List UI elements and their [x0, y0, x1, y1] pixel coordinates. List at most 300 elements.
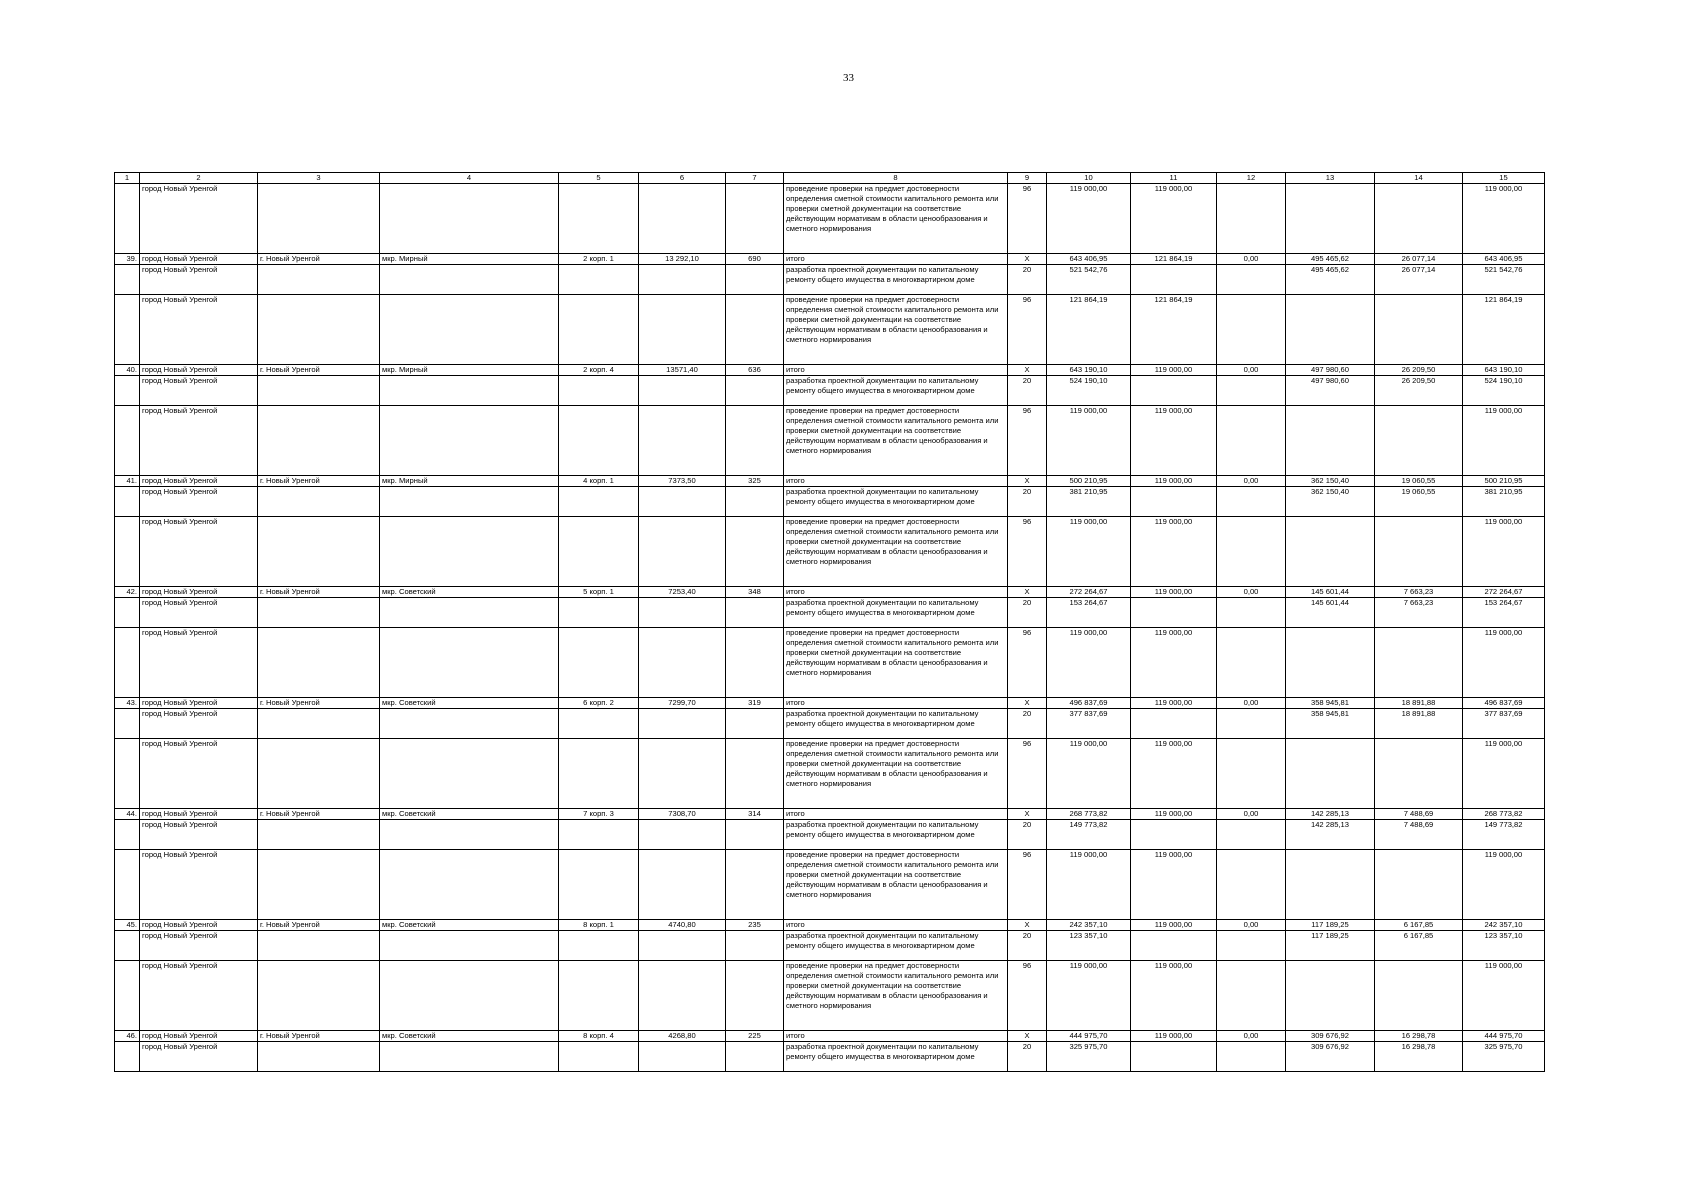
cell-col-5: 8 корп. 4: [559, 1031, 639, 1042]
cell-col-6: [639, 265, 726, 295]
cell-col-13: 117 189,25: [1286, 931, 1375, 961]
cell-col-5: [559, 295, 639, 365]
cell-col-15: 643 190,10: [1463, 365, 1545, 376]
cell-col-1: [115, 487, 140, 517]
cell-col-14: 18 891,88: [1375, 709, 1463, 739]
cell-col-9: 20: [1008, 598, 1047, 628]
cell-col-1: [115, 1042, 140, 1072]
work-type-cell: итого: [784, 809, 1008, 820]
table-row: [115, 476, 1545, 487]
cell-col-7: 235: [726, 920, 784, 931]
cell-col-9: 20: [1008, 820, 1047, 850]
cell-col-4: [380, 931, 559, 961]
cell-col-1: [115, 406, 140, 476]
cell-col-3: [258, 628, 380, 698]
cell-col-11: [1131, 1042, 1217, 1072]
cell-col-12: [1217, 820, 1286, 850]
cell-col-5: 4 корп. 1: [559, 476, 639, 487]
cell-col-13: 309 676,92: [1286, 1042, 1375, 1072]
cell-col-11: 119 000,00: [1131, 476, 1217, 487]
page-number: 33: [843, 72, 854, 84]
table-row: [115, 587, 1545, 598]
cell-col-3: [258, 931, 380, 961]
cell-col-7: [726, 406, 784, 476]
work-type-cell: итого: [784, 920, 1008, 931]
cell-col-2: город Новый Уренгой: [140, 961, 258, 1031]
table-row: [115, 709, 1545, 739]
table-row: [115, 809, 1545, 820]
cell-col-7: [726, 931, 784, 961]
cell-col-3: г. Новый Уренгой: [258, 476, 380, 487]
work-type-cell: разработка проектной документации по капитальному ремонту общего имущества в многоквартирном доме: [784, 709, 1008, 739]
cell-col-5: [559, 487, 639, 517]
cell-col-6: [639, 295, 726, 365]
cell-col-9: 96: [1008, 850, 1047, 920]
cell-col-9: 20: [1008, 265, 1047, 295]
cell-col-15: 643 406,95: [1463, 254, 1545, 265]
cell-col-3: [258, 184, 380, 254]
cell-col-3: [258, 850, 380, 920]
table-row: [115, 598, 1545, 628]
cell-col-9: X: [1008, 587, 1047, 598]
cell-col-12: 0,00: [1217, 809, 1286, 820]
cell-col-1: 40.: [115, 365, 140, 376]
cell-col-12: [1217, 184, 1286, 254]
cell-col-4: [380, 376, 559, 406]
cell-col-5: [559, 739, 639, 809]
cell-col-5: 2 корп. 4: [559, 365, 639, 376]
cell-col-1: 42.: [115, 587, 140, 598]
cell-col-12: 0,00: [1217, 1031, 1286, 1042]
cell-col-14: 16 298,78: [1375, 1031, 1463, 1042]
cell-col-6: 4268,80: [639, 1031, 726, 1042]
cell-col-15: 119 000,00: [1463, 406, 1545, 476]
cell-col-2: город Новый Уренгой: [140, 809, 258, 820]
col-header-8: 8: [784, 173, 1008, 184]
cell-col-3: г. Новый Уренгой: [258, 365, 380, 376]
cell-col-9: 20: [1008, 931, 1047, 961]
cell-col-10: 119 000,00: [1047, 184, 1131, 254]
col-header-5: 5: [559, 173, 639, 184]
cell-col-10: 643 406,95: [1047, 254, 1131, 265]
cell-col-9: 96: [1008, 406, 1047, 476]
cell-col-15: 123 357,10: [1463, 931, 1545, 961]
cell-col-4: [380, 184, 559, 254]
work-type-cell: проведение проверки на предмет достоверности определения сметной стоимости капитального ремонта или проверки сметной документации на соответствие действующим нормативам в области ценообразования и сметного нормирования: [784, 850, 1008, 920]
cell-col-14: 7 488,69: [1375, 809, 1463, 820]
cell-col-6: [639, 598, 726, 628]
cell-col-12: 0,00: [1217, 920, 1286, 931]
cell-col-4: мкр. Мирный: [380, 254, 559, 265]
cell-col-1: 43.: [115, 698, 140, 709]
work-type-cell: проведение проверки на предмет достоверности определения сметной стоимости капитального ремонта или проверки сметной документации на соответствие действующим нормативам в области ценообразования и сметного нормирования: [784, 961, 1008, 1031]
cell-col-10: 121 864,19: [1047, 295, 1131, 365]
cell-col-7: [726, 598, 784, 628]
cell-col-4: [380, 628, 559, 698]
cell-col-15: 149 773,82: [1463, 820, 1545, 850]
cell-col-5: [559, 1042, 639, 1072]
cell-col-13: [1286, 184, 1375, 254]
cell-col-5: 5 корп. 1: [559, 587, 639, 598]
cell-col-6: 13 292,10: [639, 254, 726, 265]
cell-col-6: [639, 184, 726, 254]
cell-col-10: 119 000,00: [1047, 406, 1131, 476]
cell-col-6: [639, 709, 726, 739]
cell-col-15: 496 837,69: [1463, 698, 1545, 709]
col-header-15: 15: [1463, 173, 1545, 184]
cell-col-1: [115, 184, 140, 254]
table-body: [115, 184, 1545, 1072]
cell-col-9: X: [1008, 698, 1047, 709]
cell-col-4: [380, 406, 559, 476]
cell-col-14: [1375, 184, 1463, 254]
cell-col-11: 119 000,00: [1131, 809, 1217, 820]
cell-col-9: 20: [1008, 487, 1047, 517]
cell-col-12: [1217, 709, 1286, 739]
cell-col-6: [639, 628, 726, 698]
cell-col-7: [726, 265, 784, 295]
cell-col-6: [639, 376, 726, 406]
cell-col-9: 96: [1008, 961, 1047, 1031]
cell-col-9: X: [1008, 476, 1047, 487]
cell-col-13: 145 601,44: [1286, 598, 1375, 628]
cell-col-4: [380, 295, 559, 365]
cell-col-10: 149 773,82: [1047, 820, 1131, 850]
cell-col-2: город Новый Уренгой: [140, 820, 258, 850]
cell-col-10: 123 357,10: [1047, 931, 1131, 961]
table-row: [115, 1031, 1545, 1042]
table-row: [115, 850, 1545, 920]
cell-col-4: [380, 709, 559, 739]
cell-col-12: [1217, 1042, 1286, 1072]
cell-col-15: 119 000,00: [1463, 517, 1545, 587]
cell-col-3: [258, 739, 380, 809]
cell-col-13: 362 150,40: [1286, 487, 1375, 517]
work-type-cell: разработка проектной документации по капитальному ремонту общего имущества в многоквартирном доме: [784, 376, 1008, 406]
cell-col-12: 0,00: [1217, 254, 1286, 265]
cell-col-7: [726, 376, 784, 406]
cell-col-6: 7253,40: [639, 587, 726, 598]
cell-col-3: [258, 265, 380, 295]
work-type-cell: проведение проверки на предмет достоверности определения сметной стоимости капитального ремонта или проверки сметной документации на соответствие действующим нормативам в области ценообразования и сметного нормирования: [784, 295, 1008, 365]
cell-col-5: 8 корп. 1: [559, 920, 639, 931]
cell-col-11: [1131, 931, 1217, 961]
cell-col-4: мкр. Советский: [380, 587, 559, 598]
cell-col-3: [258, 376, 380, 406]
cell-col-7: [726, 487, 784, 517]
cell-col-15: 121 864,19: [1463, 295, 1545, 365]
cell-col-6: [639, 406, 726, 476]
cell-col-6: 7308,70: [639, 809, 726, 820]
cell-col-15: 242 357,10: [1463, 920, 1545, 931]
cell-col-3: [258, 295, 380, 365]
cell-col-2: город Новый Уренгой: [140, 517, 258, 587]
cell-col-10: 524 190,10: [1047, 376, 1131, 406]
cell-col-15: 268 773,82: [1463, 809, 1545, 820]
work-type-cell: проведение проверки на предмет достоверности определения сметной стоимости капитального ремонта или проверки сметной документации на соответствие действующим нормативам в области ценообразования и сметного нормирования: [784, 739, 1008, 809]
cell-col-12: [1217, 265, 1286, 295]
cell-col-4: [380, 598, 559, 628]
table-row: [115, 517, 1545, 587]
cell-col-12: 0,00: [1217, 365, 1286, 376]
cell-col-3: [258, 961, 380, 1031]
col-header-9: 9: [1008, 173, 1047, 184]
cell-col-2: город Новый Уренгой: [140, 254, 258, 265]
cell-col-2: город Новый Уренгой: [140, 406, 258, 476]
cell-col-2: город Новый Уренгой: [140, 365, 258, 376]
cell-col-13: 495 465,62: [1286, 265, 1375, 295]
cell-col-3: г. Новый Уренгой: [258, 698, 380, 709]
cell-col-10: 521 542,76: [1047, 265, 1131, 295]
cell-col-12: 0,00: [1217, 698, 1286, 709]
cell-col-2: город Новый Уренгой: [140, 628, 258, 698]
cell-col-11: 119 000,00: [1131, 365, 1217, 376]
cell-col-14: 18 891,88: [1375, 698, 1463, 709]
column-number-row: [115, 173, 1545, 184]
cell-col-2: город Новый Уренгой: [140, 709, 258, 739]
cell-col-13: [1286, 961, 1375, 1031]
cell-col-7: [726, 820, 784, 850]
cell-col-3: [258, 1042, 380, 1072]
cell-col-14: [1375, 517, 1463, 587]
cell-col-1: 44.: [115, 809, 140, 820]
cell-col-14: 7 663,23: [1375, 598, 1463, 628]
cell-col-10: 119 000,00: [1047, 739, 1131, 809]
cell-col-3: [258, 517, 380, 587]
work-type-cell: разработка проектной документации по капитальному ремонту общего имущества в многоквартирном доме: [784, 265, 1008, 295]
cell-col-6: 13571,40: [639, 365, 726, 376]
work-type-cell: проведение проверки на предмет достоверности определения сметной стоимости капитального ремонта или проверки сметной документации на соответствие действующим нормативам в области ценообразования и сметного нормирования: [784, 517, 1008, 587]
cell-col-1: [115, 850, 140, 920]
cell-col-11: 119 000,00: [1131, 517, 1217, 587]
cell-col-6: 4740,80: [639, 920, 726, 931]
cell-col-7: [726, 184, 784, 254]
cell-col-15: 272 264,67: [1463, 587, 1545, 598]
cell-col-2: город Новый Уренгой: [140, 295, 258, 365]
col-header-10: 10: [1047, 173, 1131, 184]
cell-col-9: 20: [1008, 376, 1047, 406]
work-type-cell: разработка проектной документации по капитальному ремонту общего имущества в многоквартирном доме: [784, 1042, 1008, 1072]
cell-col-5: [559, 628, 639, 698]
cell-col-11: 119 000,00: [1131, 850, 1217, 920]
cell-col-13: 362 150,40: [1286, 476, 1375, 487]
cell-col-10: 643 190,10: [1047, 365, 1131, 376]
cell-col-15: 119 000,00: [1463, 850, 1545, 920]
table-row: [115, 739, 1545, 809]
cell-col-9: 20: [1008, 1042, 1047, 1072]
cell-col-2: город Новый Уренгой: [140, 1031, 258, 1042]
cell-col-12: [1217, 628, 1286, 698]
cell-col-2: город Новый Уренгой: [140, 931, 258, 961]
cell-col-10: 153 264,67: [1047, 598, 1131, 628]
cell-col-2: город Новый Уренгой: [140, 184, 258, 254]
cell-col-4: мкр. Советский: [380, 809, 559, 820]
cell-col-7: [726, 295, 784, 365]
cell-col-14: 26 209,50: [1375, 365, 1463, 376]
cell-col-2: город Новый Уренгой: [140, 265, 258, 295]
cell-col-13: 358 945,81: [1286, 709, 1375, 739]
cell-col-13: [1286, 406, 1375, 476]
cell-col-2: город Новый Уренгой: [140, 476, 258, 487]
cell-col-10: 272 264,67: [1047, 587, 1131, 598]
cell-col-12: [1217, 295, 1286, 365]
cell-col-13: [1286, 850, 1375, 920]
work-type-cell: итого: [784, 698, 1008, 709]
cell-col-14: 6 167,85: [1375, 931, 1463, 961]
cell-col-11: [1131, 820, 1217, 850]
cell-col-7: 314: [726, 809, 784, 820]
cell-col-6: [639, 739, 726, 809]
cell-col-3: [258, 487, 380, 517]
cell-col-4: мкр. Мирный: [380, 476, 559, 487]
cell-col-5: 6 корп. 2: [559, 698, 639, 709]
cell-col-4: [380, 850, 559, 920]
cell-col-3: [258, 820, 380, 850]
col-header-12: 12: [1217, 173, 1286, 184]
cell-col-14: 7 663,23: [1375, 587, 1463, 598]
cell-col-13: 497 980,60: [1286, 376, 1375, 406]
cell-col-11: [1131, 709, 1217, 739]
cell-col-14: [1375, 628, 1463, 698]
cell-col-7: 690: [726, 254, 784, 265]
cell-col-6: [639, 850, 726, 920]
cell-col-10: 444 975,70: [1047, 1031, 1131, 1042]
col-header-14: 14: [1375, 173, 1463, 184]
cell-col-7: 325: [726, 476, 784, 487]
cell-col-5: [559, 850, 639, 920]
col-header-13: 13: [1286, 173, 1375, 184]
cell-col-13: 309 676,92: [1286, 1031, 1375, 1042]
cell-col-5: [559, 265, 639, 295]
table-row: [115, 920, 1545, 931]
table-row: [115, 406, 1545, 476]
cell-col-15: 119 000,00: [1463, 184, 1545, 254]
cell-col-9: X: [1008, 254, 1047, 265]
cell-col-11: 119 000,00: [1131, 698, 1217, 709]
cell-col-1: 39.: [115, 254, 140, 265]
cell-col-4: мкр. Советский: [380, 920, 559, 931]
cell-col-14: 16 298,78: [1375, 1042, 1463, 1072]
cell-col-10: 242 357,10: [1047, 920, 1131, 931]
cell-col-4: [380, 961, 559, 1031]
cell-col-1: [115, 265, 140, 295]
col-header-7: 7: [726, 173, 784, 184]
cell-col-5: [559, 931, 639, 961]
cell-col-12: 0,00: [1217, 587, 1286, 598]
table-row: [115, 698, 1545, 709]
cell-col-12: [1217, 376, 1286, 406]
cell-col-9: 96: [1008, 628, 1047, 698]
cell-col-5: [559, 376, 639, 406]
col-header-6: 6: [639, 173, 726, 184]
cell-col-1: [115, 376, 140, 406]
cell-col-14: [1375, 295, 1463, 365]
cell-col-14: [1375, 850, 1463, 920]
cell-col-7: 636: [726, 365, 784, 376]
col-header-11: 11: [1131, 173, 1217, 184]
cell-col-9: 96: [1008, 739, 1047, 809]
cell-col-11: 119 000,00: [1131, 587, 1217, 598]
cell-col-1: [115, 820, 140, 850]
cell-col-11: [1131, 376, 1217, 406]
cell-col-3: г. Новый Уренгой: [258, 920, 380, 931]
cell-col-15: 325 975,70: [1463, 1042, 1545, 1072]
table-row: [115, 487, 1545, 517]
cell-col-14: 6 167,85: [1375, 920, 1463, 931]
cell-col-12: [1217, 487, 1286, 517]
cell-col-13: 117 189,25: [1286, 920, 1375, 931]
work-type-cell: итого: [784, 476, 1008, 487]
cell-col-15: 153 264,67: [1463, 598, 1545, 628]
cell-col-14: 26 077,14: [1375, 265, 1463, 295]
cell-col-14: 26 077,14: [1375, 254, 1463, 265]
cell-col-13: 145 601,44: [1286, 587, 1375, 598]
cell-col-7: 348: [726, 587, 784, 598]
cell-col-7: [726, 850, 784, 920]
cell-col-6: [639, 1042, 726, 1072]
cell-col-9: X: [1008, 920, 1047, 931]
cell-col-2: город Новый Уренгой: [140, 850, 258, 920]
cell-col-10: 377 837,69: [1047, 709, 1131, 739]
cell-col-9: X: [1008, 365, 1047, 376]
works-table: [114, 172, 1545, 1072]
cell-col-5: [559, 820, 639, 850]
cell-col-11: 119 000,00: [1131, 184, 1217, 254]
table-row: [115, 961, 1545, 1031]
cell-col-5: 7 корп. 3: [559, 809, 639, 820]
cell-col-15: 377 837,69: [1463, 709, 1545, 739]
cell-col-12: [1217, 517, 1286, 587]
cell-col-12: [1217, 598, 1286, 628]
work-type-cell: проведение проверки на предмет достоверности определения сметной стоимости капитального ремонта или проверки сметной документации на соответствие действующим нормативам в области ценообразования и сметного нормирования: [784, 184, 1008, 254]
cell-col-11: 121 864,19: [1131, 295, 1217, 365]
cell-col-7: [726, 1042, 784, 1072]
table-row: [115, 820, 1545, 850]
cell-col-12: [1217, 406, 1286, 476]
cell-col-11: 119 000,00: [1131, 920, 1217, 931]
cell-col-3: г. Новый Уренгой: [258, 587, 380, 598]
cell-col-10: 119 000,00: [1047, 628, 1131, 698]
cell-col-4: [380, 739, 559, 809]
cell-col-13: 495 465,62: [1286, 254, 1375, 265]
cell-col-9: 96: [1008, 517, 1047, 587]
cell-col-2: город Новый Уренгой: [140, 698, 258, 709]
table-row: [115, 376, 1545, 406]
table-row: [115, 295, 1545, 365]
table-row: [115, 265, 1545, 295]
cell-col-14: [1375, 406, 1463, 476]
cell-col-9: 20: [1008, 709, 1047, 739]
cell-col-12: [1217, 850, 1286, 920]
cell-col-9: 96: [1008, 295, 1047, 365]
cell-col-11: [1131, 487, 1217, 517]
cell-col-11: 119 000,00: [1131, 628, 1217, 698]
cell-col-15: 119 000,00: [1463, 739, 1545, 809]
cell-col-9: X: [1008, 1031, 1047, 1042]
table-row: [115, 931, 1545, 961]
cell-col-13: [1286, 628, 1375, 698]
cell-col-10: 119 000,00: [1047, 961, 1131, 1031]
cell-col-15: 524 190,10: [1463, 376, 1545, 406]
cell-col-11: [1131, 598, 1217, 628]
cell-col-1: [115, 517, 140, 587]
cell-col-13: [1286, 517, 1375, 587]
cell-col-10: 496 837,69: [1047, 698, 1131, 709]
cell-col-12: 0,00: [1217, 476, 1286, 487]
cell-col-3: г. Новый Уренгой: [258, 1031, 380, 1042]
cell-col-9: 96: [1008, 184, 1047, 254]
table-row: [115, 628, 1545, 698]
